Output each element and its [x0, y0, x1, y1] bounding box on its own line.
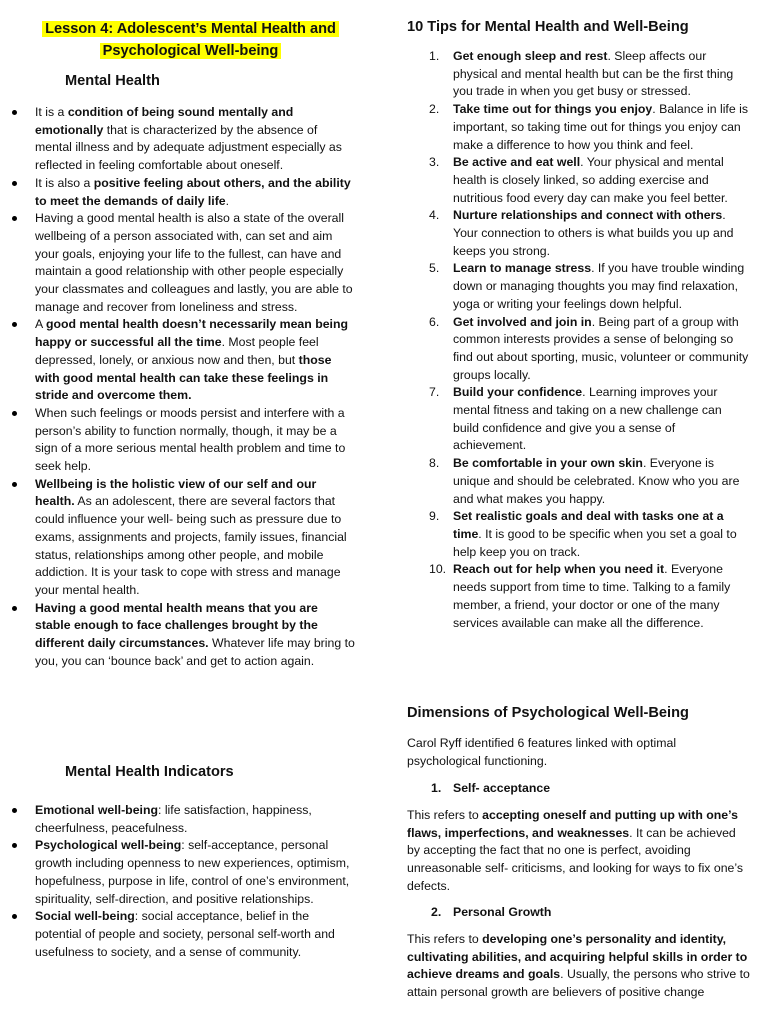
list-number: 1.	[429, 49, 440, 63]
list-number: 3.	[429, 155, 440, 170]
list-text: Learn to manage stress. If you have trouble winding down or managing thoughts you may find relaxation, yoga or writing your feelings down helpful.	[453, 261, 745, 311]
list-text: Be active and eat well. Your physical and mental health is closely linked, so adding exercise and nutritious food every day can make you feel better.	[453, 155, 728, 205]
list-number: 9.	[429, 509, 440, 524]
list-number: 2.	[429, 102, 440, 117]
self-acceptance-text: This refers to accepting oneself and putting up with one’s flaws, imperfections, and weaknesses. It can be achieved by accepting the fact that no one is perfect, avoiding unreasonable self- criticisms, and looking for ways to fix one’s defects.	[407, 808, 744, 893]
dimensions-heading: Dimensions of Psychological Well-Being	[407, 705, 689, 721]
indicators-list	[35, 802, 356, 961]
list-text: Build your confidence. Learning improves your mental fitness and taking on a new challenge can build confidence and give you a sense of achievement.	[453, 385, 722, 453]
tips-heading: 10 Tips for Mental Health and Well-Being	[407, 19, 689, 35]
personal-growth-text: This refers to developing one’s personality and identity, cultivating abilities, and acquiring helpful skills in order to achieve dreams and goals. Usually, the persons who strive to attain personal growth are believers of positive change	[407, 932, 750, 1000]
list-item	[429, 154, 751, 207]
list-item	[429, 455, 751, 508]
list-item	[429, 561, 751, 632]
indicators-heading: Mental Health Indicators	[65, 764, 234, 780]
list-item: Having a good mental health is also a state of the overall wellbeing of a person associated with, can set and aim your goals, enjoying your life to the fullest, can have and maintain a good relationship with other people especially your classmates and colleagues and lastly, you are able to manage and recover from loneliness and stress.	[35, 210, 356, 316]
list-item	[429, 314, 751, 385]
list-item	[429, 101, 751, 154]
list-item: Wellbeing is the holistic view of our self and our health. As an adolescent, there are several factors that could influence your well- being such as pressure due to exams, assignments and projects, family issues, financial status, relationships among other people, and mobile addiction. It is your task to cope with stress and manage your mental health.	[35, 476, 356, 600]
mental-health-heading: Mental Health	[65, 73, 160, 89]
list-text: Be comfortable in your own skin. Everyone is unique and should be celebrated. Know who you are and what makes you happy.	[453, 456, 740, 506]
list-item: When such feelings or moods persist and interfere with a person’s ability to function normally, though, it may be a sign of a more serious mental health problem and time to seek help.	[35, 405, 356, 476]
lesson-title: Lesson 4: Adolescent’s Mental Health and Psychological Well-being	[33, 18, 348, 62]
list-text: Reach out for help when you need it. Everyone needs support from time to time. Talking to a family member, a friend, your doctor or one of the many services available can make all the difference.	[453, 562, 731, 630]
list-text: Get involved and join in. Being part of a group with common interests provides a sense of belonging so find out about sporting, music, volunteer or community groups locally.	[453, 314, 749, 382]
list-item	[429, 48, 751, 101]
list-number: 8.	[429, 456, 440, 471]
list-number: 6.	[429, 314, 440, 329]
list-item	[429, 508, 751, 561]
mental-health-list	[35, 104, 356, 671]
list-text: Take time out for things you enjoy. Balance in life is important, so taking time out for things you enjoy can make a difference to how you think and feel.	[453, 102, 748, 152]
list-number: 7.	[429, 385, 440, 400]
list-item: A good mental health doesn’t necessarily mean being happy or successful all the time. Most people feel depressed, lonely, or anxious now and then, but those with good mental health can take these feelings in stride and overcome them.	[35, 316, 356, 405]
list-item	[429, 260, 751, 313]
section-title-self-acceptance: 1. Self- acceptance	[431, 781, 551, 795]
list-text: Get enough sleep and rest. Sleep affects our physical and mental health but can be the first thing you trade in when you get busy or stressed.	[453, 49, 734, 99]
list-item: It is a condition of being sound mentally and emotionally that is characterized by the absence of mental illness and by adequate adjustment especially as reflected in feeling comfortable about oneself.	[35, 104, 356, 175]
list-item: Social well-being: social acceptance, belief in the potential of people and society, personal self-worth and usefulness to society, and a sense of community.	[35, 908, 356, 961]
list-item	[429, 384, 751, 455]
list-item: Having a good mental health means that you are stable enough to face challenges brought by the different daily circumstances. Whatever life may bring to you, you can ‘bounce back’ and get to action again.	[35, 600, 356, 671]
tips-list	[429, 48, 751, 632]
list-number: 10.	[429, 562, 447, 577]
list-text: Set realistic goals and deal with tasks one at a time. It is good to be specific when you set a goal to help keep you on track.	[453, 509, 737, 559]
section-title-personal-growth: 2. Personal Growth	[431, 905, 552, 919]
list-item	[429, 207, 751, 260]
list-item: Emotional well-being: life satisfaction, happiness, cheerfulness, peacefulness.	[35, 802, 356, 837]
list-number: 5.	[429, 261, 440, 276]
list-text: Nurture relationships and connect with others. Your connection to others is what builds you up and keeps you strong.	[453, 208, 734, 258]
list-item: It is also a positive feeling about others, and the ability to meet the demands of daily life.	[35, 175, 356, 210]
dimensions-intro: Carol Ryff identified 6 features linked with optimal psychological functioning.	[407, 736, 677, 768]
list-item: Psychological well-being: self-acceptance, personal growth including openness to new experiences, optimism, hopefulness, purpose in life, control of one’s environment, spirituality, self-direction, and positive relationships.	[35, 837, 356, 908]
list-number: 4.	[429, 208, 440, 223]
